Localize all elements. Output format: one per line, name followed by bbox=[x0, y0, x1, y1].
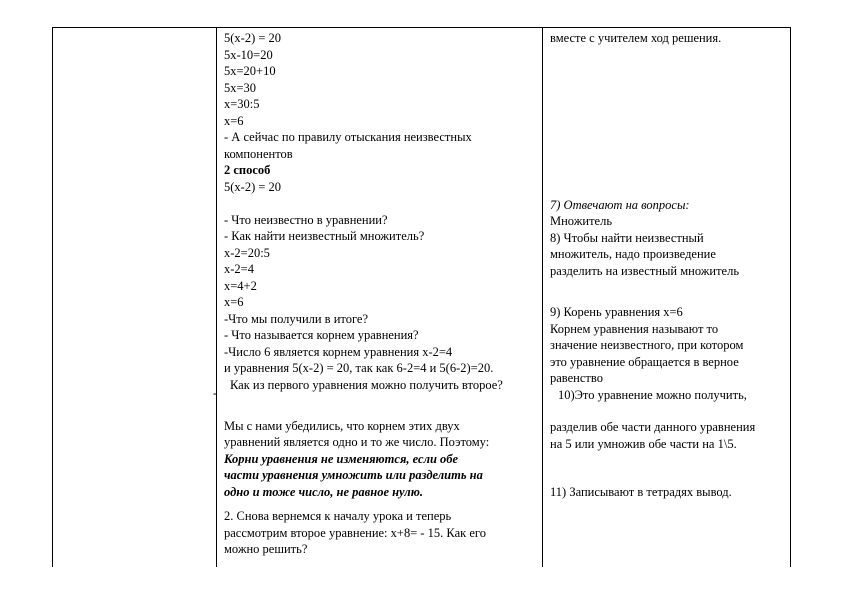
answer-line: Множитель bbox=[550, 214, 613, 228]
text-line: компонентов bbox=[224, 146, 293, 161]
column-divider-2 bbox=[542, 27, 543, 567]
answer-10-first: 10)Это уравнение можно получить, bbox=[558, 387, 747, 402]
text-line: - Что неизвестно в уравнении? bbox=[224, 212, 388, 227]
conclusion-intro bbox=[224, 418, 540, 451]
text-line: Как из первого уравнения можно получить второе? bbox=[230, 377, 503, 392]
solution-method-1 bbox=[224, 30, 540, 162]
text-line: x=30:5 bbox=[224, 97, 260, 111]
answer-top: вместе с учителем ход решения. bbox=[550, 31, 722, 45]
answer-line: разделив обе части данного уравнения bbox=[550, 420, 756, 434]
text-line: Мы с нами убедились, что корнем этих двух bbox=[224, 418, 460, 433]
text-line: 5(x-2) = 20 bbox=[224, 31, 282, 45]
stray-dash: - bbox=[213, 386, 218, 400]
text-line: x=6 bbox=[224, 113, 244, 128]
table-border-top bbox=[52, 27, 791, 28]
text-line: 5x=30 bbox=[224, 80, 257, 95]
text-line: - А сейчас по правилу отыскания неизвестных bbox=[224, 130, 472, 144]
text-line: и уравнения 5(x-2) = 20, так как 6-2=4 и 5(6-2)=20. bbox=[224, 361, 494, 375]
method-2-heading: 2 способ bbox=[224, 163, 271, 177]
answer-7 bbox=[550, 213, 788, 230]
answer-line: на 5 или умножив обе части на 1\5. bbox=[550, 436, 737, 451]
answer-11: 11) Записывают в тетрадях вывод. bbox=[550, 485, 732, 499]
answer-8 bbox=[550, 230, 788, 280]
rule-line: Корни уравнения не изменяются, если обе bbox=[224, 451, 459, 466]
answer-line: разделить на известный множитель bbox=[550, 263, 740, 278]
table-border-left bbox=[52, 27, 53, 567]
text-line: x=4+2 bbox=[224, 278, 257, 293]
answer-line: множитель, надо произведение bbox=[550, 247, 716, 261]
text-line: -Что мы получили в итоге? bbox=[224, 311, 369, 326]
text-line: рассмотрим второе уравнение: x+8= - 15. Как его bbox=[224, 525, 486, 540]
teacher-questions bbox=[224, 212, 540, 394]
equation-restate bbox=[224, 179, 540, 196]
answer-9 bbox=[550, 304, 788, 387]
column-divider-1 bbox=[216, 27, 217, 567]
answer-line: Корнем уравнения называют то bbox=[550, 321, 719, 336]
rule-statement bbox=[224, 451, 540, 501]
teacher-column bbox=[224, 30, 540, 558]
text-line: 5(x-2) = 20 bbox=[224, 179, 282, 194]
answer-line: 9) Корень уравнения x=6 bbox=[550, 305, 683, 319]
text-line: можно решить? bbox=[224, 542, 308, 556]
answer-line: это уравнение обращается в верное bbox=[550, 354, 739, 369]
text-line: x-2=20:5 bbox=[224, 245, 270, 260]
text-line: уравнений является одно и то же число. Поэтому: bbox=[224, 435, 490, 449]
answer-line: 8) Чтобы найти неизвестный bbox=[550, 230, 704, 245]
text-line: 5x-10=20 bbox=[224, 47, 273, 62]
answer-line: равенство bbox=[550, 371, 603, 385]
table-border-right bbox=[790, 27, 791, 567]
text-line: - Что называется корнем уравнения? bbox=[224, 328, 419, 342]
rule-line: одно и тоже число, не равное нулю. bbox=[224, 484, 423, 499]
text-line: - Как найти неизвестный множитель? bbox=[224, 229, 425, 243]
text-line: 2. Снова вернемся к началу урока и теперь bbox=[224, 509, 452, 523]
rule-line: части уравнения умножить или разделить на bbox=[224, 468, 483, 482]
student-column bbox=[550, 30, 788, 501]
answer-line: значение неизвестного, при котором bbox=[550, 338, 744, 352]
text-line: -Число 6 является корнем уравнения x-2=4 bbox=[224, 344, 453, 359]
text-line: x-2=4 bbox=[224, 262, 254, 276]
answer-7-heading: 7) Отвечают на вопросы: bbox=[550, 197, 690, 212]
text-line: 5x=20+10 bbox=[224, 64, 276, 78]
second-equation-text bbox=[224, 508, 540, 558]
text-line: x=6 bbox=[224, 295, 244, 309]
answer-10 bbox=[550, 419, 788, 452]
